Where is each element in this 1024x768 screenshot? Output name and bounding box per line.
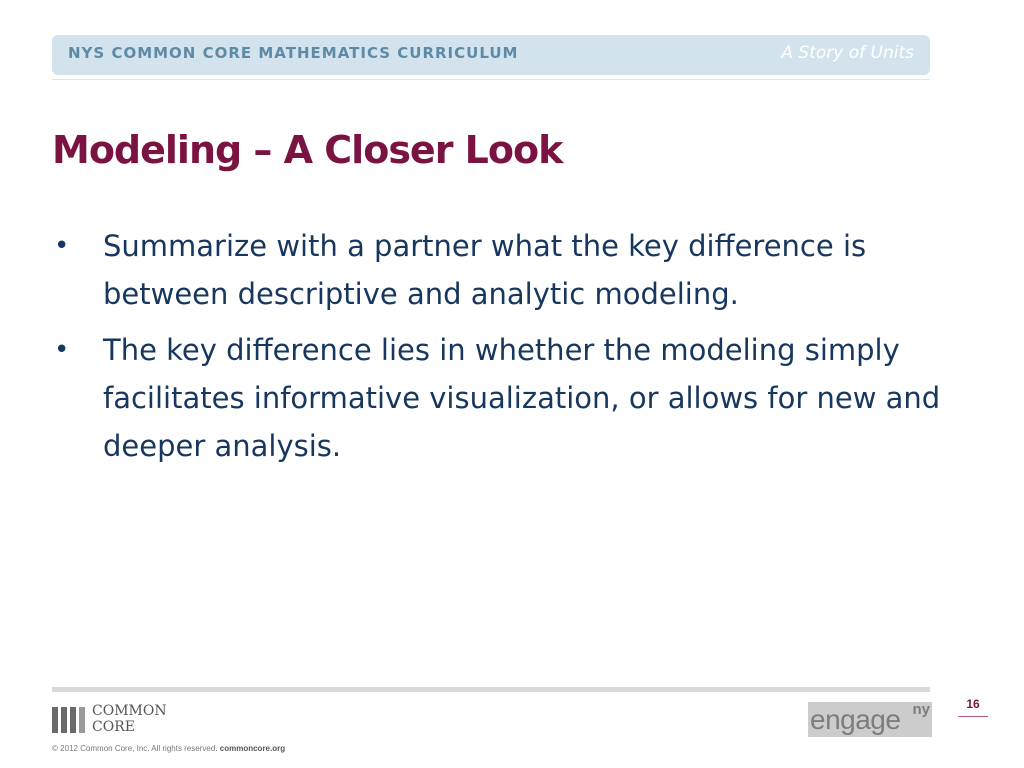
copyright-text: © 2012 Common Core, Inc. All rights reserved.: [52, 744, 218, 753]
module-label: A Story of Units: [781, 43, 914, 63]
site-link[interactable]: commoncore.org: [219, 744, 286, 753]
common-core-logo: [52, 703, 187, 737]
curriculum-label: NYS COMMON CORE MATHEMATICS CURRICULUM: [68, 44, 519, 62]
footer-divider: [52, 687, 930, 692]
logo-line-2: CORE: [92, 719, 135, 735]
common-core-wordmark: [92, 703, 167, 735]
common-core-bars-icon: [52, 707, 86, 733]
engage-wordmark: engage: [810, 704, 901, 735]
logo-bar: [52, 707, 58, 733]
page-number-underline: [958, 716, 988, 717]
bullet-dot-icon: •: [54, 335, 70, 365]
bullet-item: [52, 326, 952, 470]
slide-title: Modeling – A Closer Look: [52, 128, 563, 172]
logo-bar: [79, 707, 85, 733]
bullet-item: [52, 222, 952, 318]
engage-ny-superscript: ny: [912, 701, 930, 718]
bullet-list: [52, 222, 952, 478]
copyright-notice: [52, 744, 285, 753]
bullet-text: The key difference lies in whether the modeling simply facilitates informative visualization, or allows for new and deeper analysis.: [103, 333, 941, 463]
header-banner: [52, 35, 930, 75]
bullet-text: Summarize with a partner what the key difference is between descriptive and analytic modeling.: [103, 229, 867, 311]
bullet-dot-icon: •: [54, 231, 70, 261]
logo-bar: [70, 707, 76, 733]
logo-line-1: COMMON: [92, 703, 167, 719]
header-divider: [52, 79, 930, 80]
page-number: 16: [966, 697, 980, 711]
engageny-logo: [808, 702, 932, 737]
logo-bar: [61, 707, 67, 733]
